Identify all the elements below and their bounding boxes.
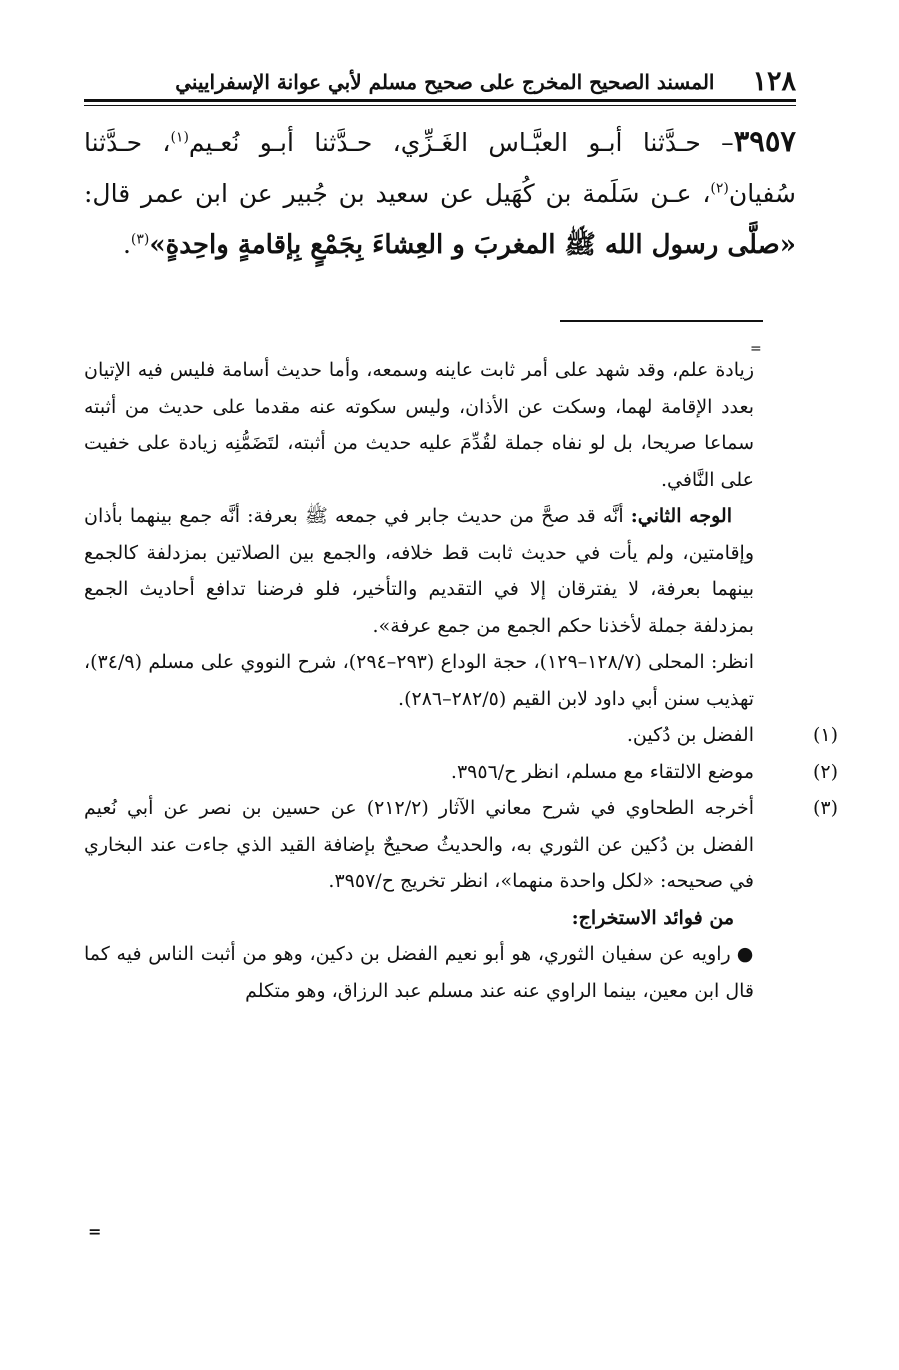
footnote-2 <box>84 754 838 791</box>
footnote-1 <box>84 717 838 754</box>
second-aspect-text: أنَّه قد صحَّ من حديث جابر في جمعه ﷺ بعرفة: أنَّه جمع بينهما بأذان وإقامتين، ولم يأت في حديث ثابت قط خلافه، والجمع بين الصلاتين بمزدلفة كالجمع بينهما بعرفة، لا يفترقان إلا في التقديم والتأخير، فلو فرضنا تدافع أحاديث الجمع بمزدلفة جملة لأخذنا حكم الجمع من جمع عرفة». <box>84 505 754 637</box>
benefit-text: راويه عن سفيان الثوري، هو أبو نعيم الفضل بن دكين، وهو من أثبت الناس فيه كما قال ابن معين، بينما الراوي عنه عند مسلم عبد الرزاق، وهو متكلم <box>84 943 754 1002</box>
page-number: ١٢٨ <box>752 66 796 97</box>
benefits-heading: من فوائد الاستخراج: <box>571 906 734 929</box>
footnote-separator <box>560 320 763 322</box>
footnote-3-text: أخرجه الطحاوي في شرح معاني الآثار (٢١٢/٢) عن حسين بن نصر عن أبي نُعيم الفضل بن دُكين عن الثوري به، والحديثُ صحيحٌ بإضافة القيد الذي جاءت عند البخاري في صحيحه: «لكل واحدة منهما»، انظر تخريج ح/٣٩٥٧. <box>84 797 754 892</box>
footnote-2-number: (٢) <box>812 760 838 783</box>
note-continuation-paragraph: زيادة علم، وقد شهد على أمر ثابت عاينه وسمعه، وأما حديث أسامة فليس فيه الإتيان بعدد الإقامة لهما، وسكت عن الأذان، وليس سكوته عنه مقدما على حديث من أثبته سماعا صريحا، بل لو نفاه جملة لقُدِّمَ عليه حديث من أثبته، لتَضَمُّنِه زيادة على خفيت على النَّافي. <box>84 359 754 491</box>
isnad-part-2: ، عـن سَلَمة بن كُهَيل عن سعيد بن جُبير عن ابن عمر قال: <box>84 179 711 208</box>
footnote-ref-1[interactable]: (١) <box>170 129 189 146</box>
note-references: انظر: المحلى (١٢٨/٧–١٢٩)، حجة الوداع (٢٩٣–٢٩٤)، شرح النووي على مسلم (٣٤/٩)، تهذيب سنن أبي داود لابن القيم (٢٨٢/٥–٢٨٦). <box>84 651 754 710</box>
footnote-ref-3[interactable]: (٣) <box>130 231 150 248</box>
hadith-matn: «صلَّى رسول الله ﷺ المغربَ و العِشاءَ بِجَمْعٍ بِإقامةٍ واحِدةٍ» <box>149 230 796 260</box>
note-second-aspect <box>84 498 754 644</box>
footnote-1-text: الفضل بن دُكين. <box>626 724 754 746</box>
isnad-part-2-start: سُفيان <box>728 179 796 208</box>
footnote-2-text: موضع الالتقاء مع مسلم، انظر ح/٣٩٥٦. <box>450 760 754 783</box>
footnotes-area <box>84 352 838 1009</box>
footnote-3-number: (٣) <box>812 797 838 819</box>
hadith-number: ٣٩٥٧ <box>733 124 796 158</box>
footnote-1-number: (١) <box>812 724 838 746</box>
second-aspect-label: الوجه الثاني: <box>630 505 732 527</box>
footnote-ref-2[interactable]: (٢) <box>710 180 729 197</box>
isnad-part-1: – حـدَّثنا أبـو العبَّـاس الغَـزِّي، حـدَّثنا أبـو نُعـيم <box>188 128 734 157</box>
continuation-mark-bottom: = <box>88 1222 102 1241</box>
continuation-mark-top: = <box>750 341 762 357</box>
footnote-3 <box>84 790 838 900</box>
header-rule-thin <box>84 105 796 106</box>
running-title: المسند الصحيح المخرج على صحيح مسلم لأبي عوانة الإسفراييني <box>175 70 715 94</box>
hadith-text <box>84 116 796 271</box>
hadith-end: . <box>122 230 131 259</box>
bullet-icon: ● <box>736 943 754 965</box>
page-header <box>84 58 796 98</box>
header-rule-thick <box>84 99 796 102</box>
isnad-part-1-end: ، حـدَّثنا <box>84 128 171 157</box>
benefit-item <box>84 936 754 1009</box>
hadith-paragraph <box>84 116 796 271</box>
